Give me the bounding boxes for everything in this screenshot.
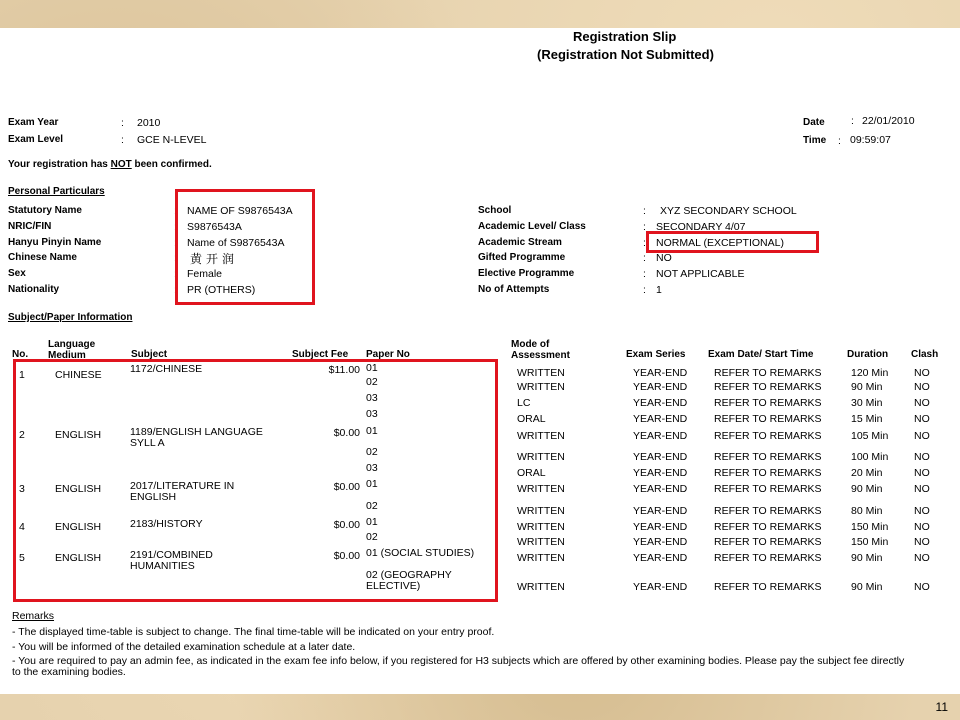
nric-label: NRIC/FIN bbox=[8, 221, 52, 232]
row-exam-date: REFER TO REMARKS bbox=[714, 483, 822, 495]
row-exam-series: YEAR-END bbox=[633, 430, 688, 442]
stream-highlight-box bbox=[646, 231, 819, 253]
row-mode: WRITTEN bbox=[517, 536, 565, 548]
row-duration: 90 Min bbox=[851, 483, 883, 495]
row-exam-date: REFER TO REMARKS bbox=[714, 552, 822, 564]
row-exam-series: YEAR-END bbox=[633, 367, 688, 379]
row-clash: NO bbox=[914, 483, 930, 495]
row-duration: 150 Min bbox=[851, 536, 889, 548]
subject-info-heading: Subject/Paper Information bbox=[8, 312, 133, 323]
row-mode: WRITTEN bbox=[517, 367, 565, 379]
col-header-fee: Subject Fee bbox=[292, 349, 349, 360]
page-title: Registration Slip bbox=[573, 29, 677, 44]
colon: : bbox=[174, 221, 177, 233]
sex-value: Female bbox=[187, 268, 223, 280]
remark-item: - You are required to pay an admin fee, as indicated in the exam fee info below, if you registered for H3 subjects which are offered by other examining bodies. Please pay the subject fee directly to the examining bodies. bbox=[12, 655, 905, 678]
row-exam-series: YEAR-END bbox=[633, 521, 688, 533]
row-number: 2 bbox=[19, 429, 25, 441]
row-duration: 80 Min bbox=[851, 505, 883, 517]
row-number: 5 bbox=[19, 552, 25, 564]
row-exam-date: REFER TO REMARKS bbox=[714, 521, 822, 533]
row-duration: 15 Min bbox=[851, 413, 883, 425]
row-exam-series: YEAR-END bbox=[633, 397, 688, 409]
row-clash: NO bbox=[914, 413, 930, 425]
row-mode: WRITTEN bbox=[517, 552, 565, 564]
col-header-subject: Subject bbox=[131, 349, 168, 360]
row-paper-no: 01 bbox=[366, 362, 378, 374]
gifted-programme-label: Gifted Programme bbox=[478, 252, 566, 263]
academic-stream-value: NORMAL (EXCEPTIONAL) bbox=[656, 237, 784, 249]
elective-programme-value: NOT APPLICABLE bbox=[656, 268, 745, 280]
row-clash: NO bbox=[914, 467, 930, 479]
row-mode: LC bbox=[517, 397, 531, 409]
row-language-medium: ENGLISH bbox=[55, 483, 102, 495]
row-paper-no: 02 bbox=[366, 446, 378, 458]
remark-item: - The displayed time-table is subject to change. The final time-table will be indicated on your entry proof. bbox=[12, 626, 495, 638]
row-paper-no: 02 bbox=[366, 531, 378, 543]
registration-slip-sheet bbox=[0, 28, 960, 694]
row-duration: 150 Min bbox=[851, 521, 889, 533]
chinese-name-value: 黄开润 bbox=[190, 252, 239, 266]
row-clash: NO bbox=[914, 367, 930, 379]
pinyin-name-label: Hanyu Pinyin Name bbox=[8, 237, 102, 248]
row-exam-date: REFER TO REMARKS bbox=[714, 381, 822, 393]
colon: : bbox=[121, 117, 124, 129]
nationality-value: PR (OTHERS) bbox=[187, 284, 256, 296]
row-paper-no: 03 bbox=[366, 392, 378, 404]
colon: : bbox=[838, 135, 841, 147]
colon: : bbox=[174, 205, 177, 217]
colon: : bbox=[643, 284, 646, 296]
personal-highlight-box bbox=[175, 189, 315, 305]
row-paper-no: 01 bbox=[366, 425, 378, 437]
colon: : bbox=[643, 205, 646, 217]
row-clash: NO bbox=[914, 581, 930, 593]
row-paper-no: 03 bbox=[366, 408, 378, 420]
row-clash: NO bbox=[914, 505, 930, 517]
exam-year-label: Exam Year bbox=[8, 117, 59, 128]
statutory-name-label: Statutory Name bbox=[8, 205, 82, 216]
school-value: XYZ SECONDARY SCHOOL bbox=[660, 205, 797, 217]
row-exam-date: REFER TO REMARKS bbox=[714, 397, 822, 409]
remarks-heading: Remarks bbox=[12, 610, 55, 622]
col-header-clash: Clash bbox=[911, 349, 939, 360]
academic-stream-label: Academic Stream bbox=[478, 237, 562, 248]
row-exam-date: REFER TO REMARKS bbox=[714, 413, 822, 425]
colon: : bbox=[643, 237, 646, 249]
attempts-value: 1 bbox=[656, 284, 662, 296]
row-number: 3 bbox=[19, 483, 25, 495]
exam-year-value: 2010 bbox=[137, 117, 161, 129]
colon: : bbox=[851, 115, 854, 127]
row-exam-series: YEAR-END bbox=[633, 483, 688, 495]
row-exam-date: REFER TO REMARKS bbox=[714, 430, 822, 442]
row-mode: WRITTEN bbox=[517, 483, 565, 495]
row-mode: ORAL bbox=[517, 413, 546, 425]
sex-label: Sex bbox=[8, 268, 26, 279]
row-exam-series: YEAR-END bbox=[633, 413, 688, 425]
row-subject: 2017/LITERATURE IN ENGLISH bbox=[130, 480, 235, 503]
row-number: 1 bbox=[19, 369, 25, 381]
row-mode: WRITTEN bbox=[517, 381, 565, 393]
col-header-date: Exam Date/ Start Time bbox=[708, 349, 814, 360]
row-exam-series: YEAR-END bbox=[633, 581, 688, 593]
row-subject: 1172/CHINESE bbox=[130, 363, 203, 375]
row-exam-date: REFER TO REMARKS bbox=[714, 505, 822, 517]
row-mode: WRITTEN bbox=[517, 581, 565, 593]
row-paper-no: 02 bbox=[366, 376, 378, 388]
colon: : bbox=[121, 134, 124, 146]
nationality-label: Nationality bbox=[8, 284, 60, 295]
row-exam-date: REFER TO REMARKS bbox=[714, 467, 822, 479]
colon: : bbox=[174, 284, 177, 296]
row-clash: NO bbox=[914, 397, 930, 409]
row-paper-no: 02 bbox=[366, 500, 378, 512]
row-duration: 20 Min bbox=[851, 467, 883, 479]
row-paper-no: 02 (GEOGRAPHY ELECTIVE) bbox=[366, 569, 452, 592]
chinese-name-label: Chinese Name bbox=[8, 252, 77, 263]
row-mode: WRITTEN bbox=[517, 430, 565, 442]
row-exam-series: YEAR-END bbox=[633, 451, 688, 463]
row-number: 4 bbox=[19, 521, 25, 533]
academic-level-label: Academic Level/ Class bbox=[478, 221, 586, 232]
statutory-name-value: NAME OF S9876543A bbox=[187, 205, 293, 217]
time-value: 09:59:07 bbox=[850, 134, 891, 146]
row-duration: 30 Min bbox=[851, 397, 883, 409]
row-duration: 100 Min bbox=[851, 451, 889, 463]
elective-programme-label: Elective Programme bbox=[478, 268, 575, 279]
row-clash: NO bbox=[914, 430, 930, 442]
colon: : bbox=[643, 221, 646, 233]
row-exam-series: YEAR-END bbox=[633, 505, 688, 517]
row-clash: NO bbox=[914, 521, 930, 533]
subject-highlight-box bbox=[13, 359, 498, 602]
exam-level-label: Exam Level bbox=[8, 134, 64, 145]
row-subject: 2191/COMBINED HUMANITIES bbox=[130, 549, 213, 572]
row-language-medium: ENGLISH bbox=[55, 552, 102, 564]
col-header-no: No. bbox=[12, 349, 29, 360]
page-subtitle: (Registration Not Submitted) bbox=[537, 47, 714, 62]
row-exam-series: YEAR-END bbox=[633, 536, 688, 548]
row-subject-fee: $0.00 bbox=[333, 519, 360, 531]
row-paper-no: 01 bbox=[366, 478, 378, 490]
colon: : bbox=[643, 252, 646, 264]
academic-level-value: SECONDARY 4/07 bbox=[656, 221, 746, 233]
date-label: Date bbox=[803, 117, 825, 128]
col-header-mode: Mode of Assessment bbox=[511, 339, 570, 361]
gifted-programme-value: NO bbox=[656, 252, 672, 264]
registration-notice: Your registration has NOT been confirmed. bbox=[8, 159, 212, 170]
row-subject-fee: $11.00 bbox=[328, 364, 360, 376]
time-label: Time bbox=[803, 135, 827, 146]
row-subject-fee: $0.00 bbox=[333, 427, 360, 439]
school-label: School bbox=[478, 205, 512, 216]
row-language-medium: ENGLISH bbox=[55, 521, 102, 533]
colon: : bbox=[643, 268, 646, 280]
exam-level-value: GCE N-LEVEL bbox=[137, 134, 207, 146]
col-header-medium: Language Medium bbox=[48, 339, 96, 361]
colon: : bbox=[174, 252, 177, 264]
row-clash: NO bbox=[914, 536, 930, 548]
row-subject: 1189/ENGLISH LANGUAGE SYLL A bbox=[130, 426, 263, 449]
row-mode: WRITTEN bbox=[517, 451, 565, 463]
page-number: 11 bbox=[935, 700, 948, 714]
colon: : bbox=[174, 268, 177, 280]
row-duration: 90 Min bbox=[851, 552, 883, 564]
row-exam-date: REFER TO REMARKS bbox=[714, 451, 822, 463]
row-duration: 105 Min bbox=[851, 430, 889, 442]
row-subject-fee: $0.00 bbox=[333, 481, 360, 493]
row-subject-fee: $0.00 bbox=[333, 550, 360, 562]
row-exam-series: YEAR-END bbox=[633, 467, 688, 479]
row-exam-date: REFER TO REMARKS bbox=[714, 581, 822, 593]
row-duration: 120 Min bbox=[851, 367, 889, 379]
row-clash: NO bbox=[914, 381, 930, 393]
row-subject: 2183/HISTORY bbox=[130, 518, 203, 530]
row-exam-series: YEAR-END bbox=[633, 552, 688, 564]
row-mode: WRITTEN bbox=[517, 505, 565, 517]
row-clash: NO bbox=[914, 451, 930, 463]
row-language-medium: ENGLISH bbox=[55, 429, 102, 441]
row-duration: 90 Min bbox=[851, 581, 883, 593]
row-mode: WRITTEN bbox=[517, 521, 565, 533]
colon: : bbox=[174, 237, 177, 249]
col-header-series: Exam Series bbox=[626, 349, 686, 360]
pinyin-name-value: Name of S9876543A bbox=[187, 237, 285, 249]
col-header-paper: Paper No bbox=[366, 349, 410, 360]
row-exam-date: REFER TO REMARKS bbox=[714, 367, 822, 379]
row-clash: NO bbox=[914, 552, 930, 564]
row-paper-no: 01 bbox=[366, 516, 378, 528]
row-exam-date: REFER TO REMARKS bbox=[714, 536, 822, 548]
row-mode: ORAL bbox=[517, 467, 546, 479]
personal-particulars-heading: Personal Particulars bbox=[8, 186, 105, 197]
row-language-medium: CHINESE bbox=[55, 369, 102, 381]
date-value: 22/01/2010 bbox=[862, 115, 915, 127]
row-exam-series: YEAR-END bbox=[633, 381, 688, 393]
row-paper-no: 01 (SOCIAL STUDIES) bbox=[366, 547, 475, 559]
nric-value: S9876543A bbox=[187, 221, 242, 233]
row-duration: 90 Min bbox=[851, 381, 883, 393]
row-paper-no: 03 bbox=[366, 462, 378, 474]
remark-item: - You will be informed of the detailed examination schedule at a later date. bbox=[12, 641, 356, 653]
col-header-duration: Duration bbox=[847, 349, 889, 360]
attempts-label: No of Attempts bbox=[478, 284, 550, 295]
